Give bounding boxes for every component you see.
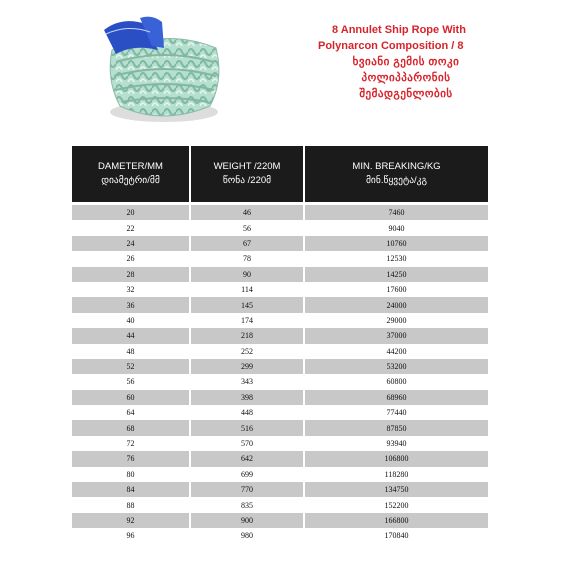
title-line-1: 8 Annulet Ship Rope With (332, 24, 466, 36)
cell-weight: 516 (190, 420, 304, 435)
table-body (72, 202, 488, 544)
cell-weight: 699 (190, 467, 304, 482)
cell-diameter: 72 (72, 436, 190, 451)
table-row (72, 267, 488, 282)
header-breaking-ka: მინ.წყვეტა/კგ (365, 175, 428, 186)
cell-breaking: 134750 (304, 482, 488, 497)
title-line-5: შემადგენლობის (359, 88, 453, 100)
header-diameter-en: DAMETER/MM (98, 161, 163, 172)
table-row (72, 282, 488, 297)
cell-breaking: 106800 (304, 451, 488, 466)
cell-diameter: 24 (72, 236, 190, 251)
cell-weight: 299 (190, 359, 304, 374)
cell-diameter: 80 (72, 467, 190, 482)
table-row (72, 236, 488, 251)
cell-breaking: 118280 (304, 467, 488, 482)
cell-diameter: 40 (72, 313, 190, 328)
table-row (72, 359, 488, 374)
spec-table (72, 146, 488, 544)
cell-breaking: 44200 (304, 344, 488, 359)
cell-breaking: 93940 (304, 436, 488, 451)
cell-diameter: 88 (72, 497, 190, 512)
table-row (72, 528, 488, 543)
cell-diameter: 44 (72, 328, 190, 343)
header-row (72, 146, 488, 202)
cell-weight: 174 (190, 313, 304, 328)
cell-diameter: 36 (72, 297, 190, 312)
cell-weight: 835 (190, 497, 304, 512)
cell-diameter: 26 (72, 251, 190, 266)
cell-breaking: 37000 (304, 328, 488, 343)
rope-coil-image (92, 10, 232, 130)
cell-breaking: 152200 (304, 497, 488, 512)
cell-weight: 67 (190, 236, 304, 251)
cell-diameter: 92 (72, 513, 190, 528)
product-title (318, 22, 558, 102)
header-breaking-en: MIN. BREAKING/KG (352, 161, 441, 172)
cell-breaking: 17600 (304, 282, 488, 297)
cell-weight: 90 (190, 267, 304, 282)
header-weight-ka: წონა /220მ (222, 175, 272, 186)
cell-weight: 900 (190, 513, 304, 528)
cell-breaking: 10760 (304, 236, 488, 251)
cell-weight: 46 (190, 205, 304, 220)
table-row (72, 344, 488, 359)
header-diameter (72, 146, 190, 202)
table-row (72, 390, 488, 405)
cell-diameter: 96 (72, 528, 190, 543)
cell-weight: 642 (190, 451, 304, 466)
cell-weight: 114 (190, 282, 304, 297)
table-row (72, 205, 488, 220)
table-row (72, 436, 488, 451)
cell-diameter: 84 (72, 482, 190, 497)
table-row (72, 513, 488, 528)
cell-diameter: 22 (72, 220, 190, 235)
table-row (72, 374, 488, 389)
header-diameter-ka: დიამეტრი/მმ (101, 175, 160, 186)
cell-diameter: 64 (72, 405, 190, 420)
title-line-2: Polynarcon Composition / 8 (318, 40, 464, 52)
cell-weight: 252 (190, 344, 304, 359)
cell-weight: 448 (190, 405, 304, 420)
cell-breaking: 14250 (304, 267, 488, 282)
cell-breaking: 12530 (304, 251, 488, 266)
cell-breaking: 60800 (304, 374, 488, 389)
cell-diameter: 32 (72, 282, 190, 297)
table-row (72, 467, 488, 482)
cell-weight: 218 (190, 328, 304, 343)
cell-breaking: 24000 (304, 297, 488, 312)
table-row (72, 251, 488, 266)
table-row (72, 405, 488, 420)
cell-breaking: 7460 (304, 205, 488, 220)
table-row (72, 297, 488, 312)
cell-diameter: 48 (72, 344, 190, 359)
cell-diameter: 76 (72, 451, 190, 466)
table-row (72, 220, 488, 235)
title-line-3: ხვიანი გემის თოკი (352, 56, 460, 68)
cell-breaking: 170840 (304, 528, 488, 543)
cell-weight: 343 (190, 374, 304, 389)
cell-breaking: 68960 (304, 390, 488, 405)
table-row (72, 451, 488, 466)
table-row (72, 420, 488, 435)
header-weight (190, 146, 304, 202)
cell-weight: 398 (190, 390, 304, 405)
cell-weight: 78 (190, 251, 304, 266)
cell-weight: 570 (190, 436, 304, 451)
cell-breaking: 9040 (304, 220, 488, 235)
cell-weight: 56 (190, 220, 304, 235)
cell-breaking: 166800 (304, 513, 488, 528)
cell-diameter: 68 (72, 420, 190, 435)
cell-breaking: 53200 (304, 359, 488, 374)
cell-diameter: 52 (72, 359, 190, 374)
header-weight-en: WEIGHT /220M (213, 161, 281, 172)
title-line-4: პოლიპპარონის (361, 72, 451, 84)
table-row (72, 482, 488, 497)
cell-breaking: 87850 (304, 420, 488, 435)
cell-diameter: 28 (72, 267, 190, 282)
cell-diameter: 56 (72, 374, 190, 389)
cell-weight: 770 (190, 482, 304, 497)
table-row (72, 313, 488, 328)
cell-diameter: 20 (72, 205, 190, 220)
cell-diameter: 60 (72, 390, 190, 405)
header-breaking (304, 146, 488, 202)
cell-breaking: 77440 (304, 405, 488, 420)
table-row (72, 497, 488, 512)
table-row (72, 328, 488, 343)
cell-weight: 980 (190, 528, 304, 543)
cell-weight: 145 (190, 297, 304, 312)
cell-breaking: 29000 (304, 313, 488, 328)
